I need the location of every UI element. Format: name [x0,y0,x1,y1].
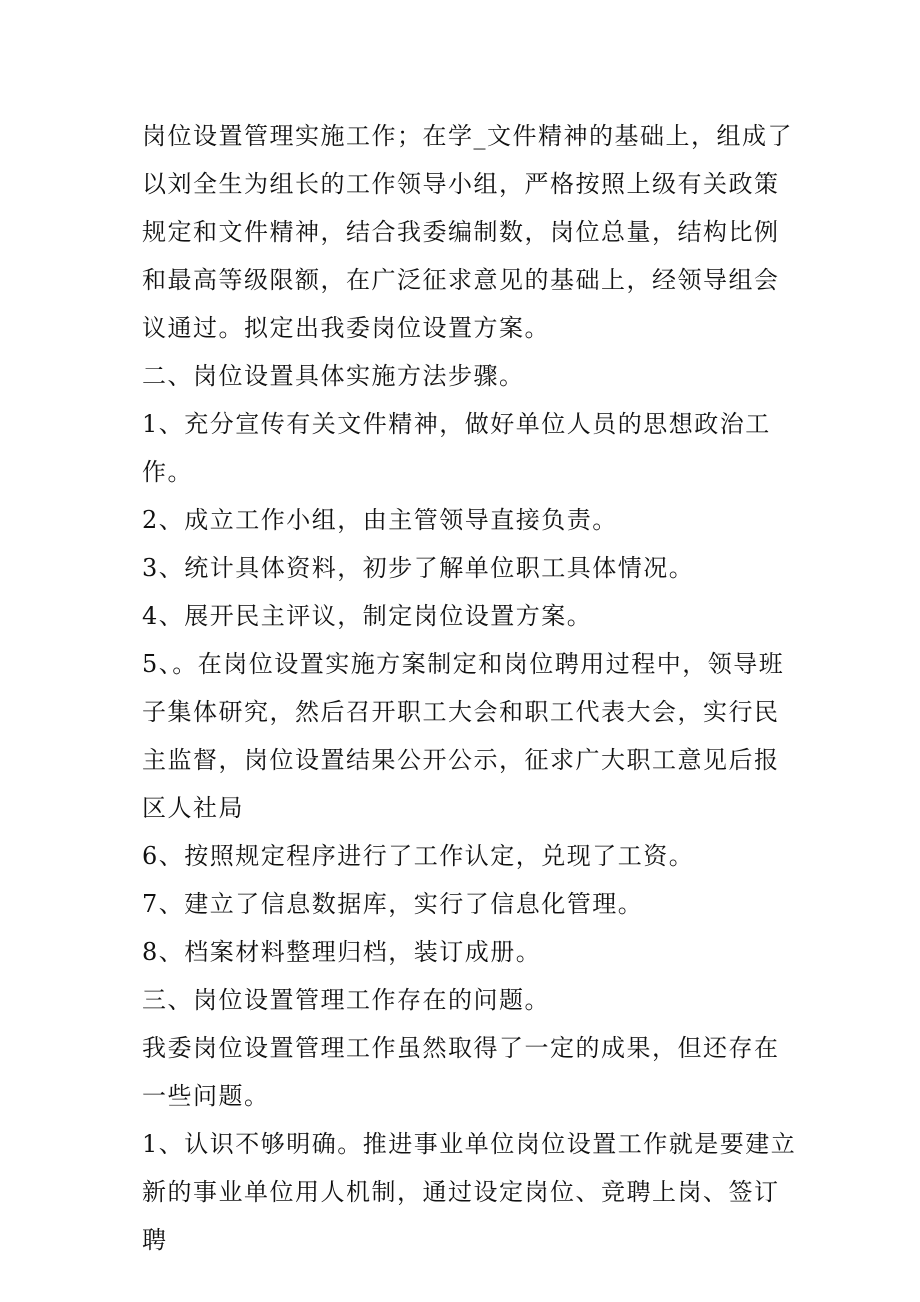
problem-1: 1、认识不够明确。推进事业单位岗位设置工作就是要建立新的事业单位用人机制，通过设定岗位、竞聘上岗、签订聘 [142,1130,797,1254]
step-3: 3、统计具体资料，初步了解单位职工具体情况。 [142,554,695,582]
section-heading-2: 二、岗位设置具体实施方法步骤。 [142,362,525,390]
step-6: 6、按照规定程序进行了工作认定，兑现了工资。 [142,842,695,870]
step-1: 1、充分宣传有关文件精神，做好单位人员的思想政治工作。 [142,410,771,486]
step-4: 4、展开民主评议，制定岗位设置方案。 [142,602,593,630]
step-7: 7、建立了信息数据库，实行了信息化管理。 [142,890,644,918]
paragraph-intro: 岗位设置管理实施工作；在学_文件精神的基础上，组成了以刘全生为组长的工作领导小组，严格按照上级有关政策规定和文件精神，结合我委编制数，岗位总量，结构比例和最高等级限额，在广泛征求意见的基础上，经领导组会议通过。拟定出我委岗位设置方案。 [142,122,793,342]
paragraph-problems-intro: 我委岗位设置管理工作虽然取得了一定的成果，但还存在一些问题。 [142,1034,780,1110]
section-heading-3: 三、岗位设置管理工作存在的问题。 [142,986,550,1014]
step-2: 2、成立工作小组，由主管领导直接负责。 [142,506,618,534]
step-8: 8、档案材料整理归档，装订成册。 [142,938,542,966]
step-5: 5、。在岗位设置实施方案制定和岗位聘用过程中，领导班子集体研究，然后召开职工大会和职工代表大会，实行民主监督，岗位设置结果公开公示，征求广大职工意见后报区人社局 [142,650,785,822]
document-body [142,112,802,1264]
